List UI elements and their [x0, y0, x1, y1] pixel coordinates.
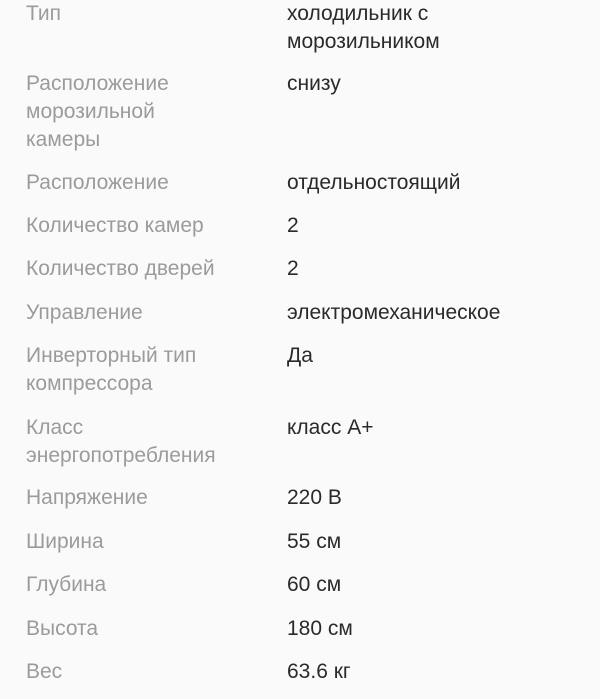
- spec-label: Расположение морозильной камеры: [26, 72, 169, 151]
- spec-label: Управление: [26, 301, 143, 324]
- spec-value: холодильник с морозильником: [287, 2, 440, 53]
- spec-value: снизу: [287, 72, 341, 95]
- spec-label: Расположение: [26, 171, 169, 194]
- spec-label: Количество дверей: [26, 257, 215, 280]
- spec-value: класс A+: [287, 416, 374, 439]
- spec-value: 55 см: [287, 530, 342, 553]
- spec-value: 2: [287, 214, 299, 237]
- spec-label: Количество камер: [26, 214, 204, 237]
- spec-label: Напряжение: [26, 486, 148, 509]
- spec-value: отдельностоящий: [287, 171, 461, 194]
- spec-value: 60 см: [287, 573, 342, 596]
- spec-label: Вес: [26, 660, 63, 683]
- spec-value: 180 см: [287, 617, 353, 640]
- spec-label: Ширина: [26, 530, 104, 553]
- spec-label: Класс энергопотребления: [26, 416, 216, 467]
- spec-value: электромеханическое: [287, 301, 501, 324]
- spec-value: Да: [287, 344, 313, 367]
- spec-value: 63.6 кг: [287, 660, 351, 683]
- spec-value: 220 В: [287, 486, 342, 509]
- spec-label: Тип: [26, 2, 62, 25]
- spec-label: Высота: [26, 617, 99, 640]
- spec-value: 2: [287, 257, 299, 280]
- spec-label: Глубина: [26, 573, 107, 596]
- spec-label: Инверторный тип компрессора: [26, 344, 197, 395]
